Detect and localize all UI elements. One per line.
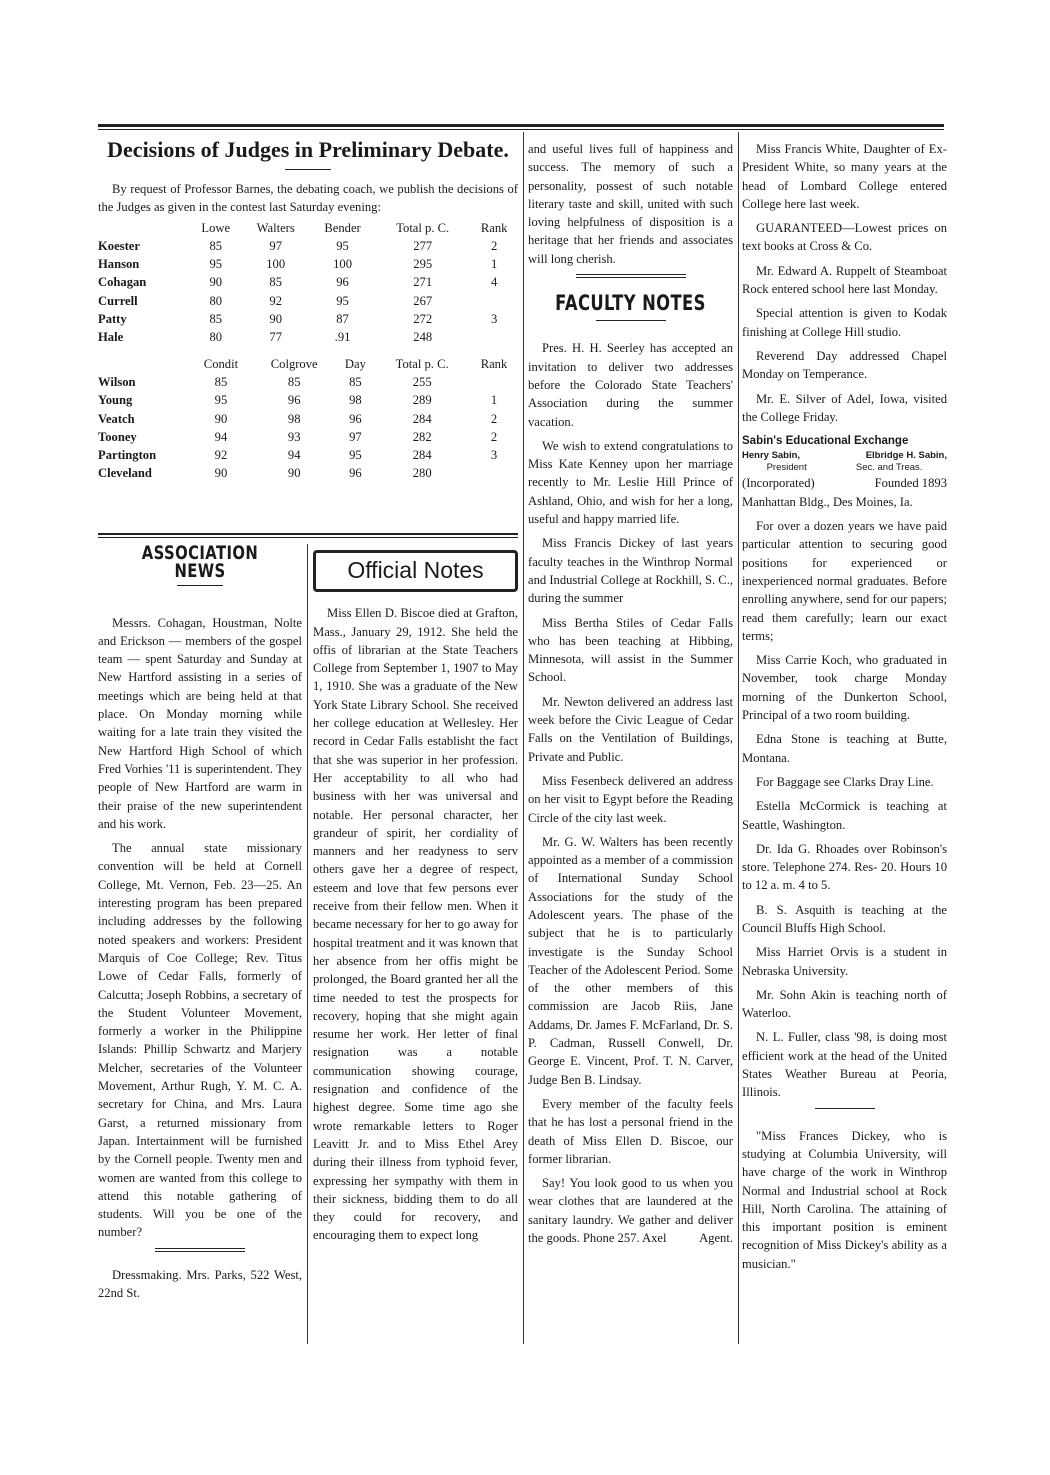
total-cell: 255 [412, 374, 432, 389]
score-cell: 97 [349, 429, 362, 444]
end-rule [576, 277, 686, 278]
column-rule [738, 132, 739, 1344]
table-header-row [98, 355, 518, 373]
scores-table-1 [98, 219, 518, 355]
sabin-inc-row [742, 474, 947, 492]
local-note: Mr. E. Silver of Adel, Iowa, visited the College Friday. [742, 391, 947, 424]
total-cell: 267 [413, 293, 433, 308]
rank-cell [470, 373, 518, 391]
total-cell: 248 [413, 330, 433, 345]
score-cell: 98 [287, 411, 301, 426]
total-cell: 284 [412, 448, 432, 463]
faculty-note: Miss Bertha Stiles of Cedar Falls who has been teaching at Hibbing, Minnesota, will assist in the Summer School. [528, 615, 733, 685]
sabin-officers [742, 450, 947, 462]
faculty-notes-title: FACULTY NOTES [555, 291, 706, 316]
score-cell: 97 [269, 238, 282, 253]
debate-intro: By request of Professor Barnes, the debating coach, we publish the decisions of the Judges as given in the contest last Saturday evening: [98, 182, 518, 215]
contestant-name: Hale [98, 330, 124, 345]
contestant-name: Koester [98, 238, 140, 253]
sabin-left-name: Henry Sabin, [742, 450, 801, 462]
table-header: Walters [256, 220, 295, 235]
top-rule [98, 124, 944, 127]
score-cell: 98 [349, 393, 362, 408]
association-title: ASSOCIATION NEWS [141, 542, 259, 583]
local-column [742, 140, 947, 1279]
score-cell: 87 [336, 312, 349, 327]
contestant-name: Patty [98, 312, 127, 327]
total-cell: 280 [412, 466, 432, 481]
table-row [98, 391, 518, 409]
local-note: GUARANTEED—Lowest prices on text books at Cross & Co. [742, 221, 947, 254]
local-note: Special attention is given to Kodak finishing at College Hill studio. [742, 306, 947, 339]
local-note: Miss Francis White, Daughter of Ex-President White, so many years at the head of Lombard College entered College here last week. [742, 142, 947, 211]
local-note: Dr. Ida G. Rhoades over Robinson's store. Telephone 274. Res- 20. Hours 10 to 12 a. m. 4 to 5. [742, 841, 947, 893]
table-row [98, 410, 518, 428]
score-cell: 92 [269, 293, 282, 308]
official-paragraph: Miss Ellen D. Biscoe died at Grafton, Mass., January 29, 1912. She held the offis of librarian at the State Teachers College from September 1, 1907 to May 1, 1910. She was a graduate of the New York State Library School. She received her college education at Wellesley. Her record in Cedar Falls establisht the fact that she was superior in her profession. Her acceptability to all who had business with her was universal and notable. Her personal character, her grandeur of spirit, her cordiality of manners and her readyness to serv others gave her a degree of respect, esteem and love that few persons ever receive from their fellow men. When it became necessary for her to go away for hospital treatment and it was known that her absence from her offis might be prolonged, the Board granted her all the time needed to test the prospects for recovery, hoping that she might again resume her work. Her letter of final resignation was a notable communication showing courage, resignation and confidence of the highest degree. Some time ago she wrote remarkable letters to Roger Leavitt Jr. and to Miss Ethel Arey during their illness from typhoid fever, expressing her sympathy with them in their sickness, bidding them to do all they could for recovery, and encouraging them to expect long [313, 606, 518, 1243]
score-cell: 85 [349, 374, 362, 389]
table-header: Total p. C. [395, 356, 449, 371]
table-row [98, 310, 518, 328]
score-cell: 77 [269, 330, 282, 345]
rank-cell [470, 292, 518, 310]
end-rule [155, 1251, 245, 1252]
score-cell: 90 [209, 275, 223, 290]
sabin-ad [742, 432, 947, 645]
heading-rule [596, 320, 666, 321]
table-row [98, 428, 518, 446]
rank-cell: 2 [490, 238, 498, 253]
contestant-name: Cohagan [98, 275, 147, 290]
total-cell: 271 [413, 275, 433, 290]
score-cell: .91 [334, 330, 351, 345]
rank-cell [470, 328, 518, 346]
contestant-name: Veatch [98, 411, 135, 426]
score-cell: 96 [336, 275, 349, 290]
score-cell: 90 [214, 466, 228, 481]
total-cell: 284 [412, 411, 432, 426]
score-cell: 85 [209, 238, 223, 253]
total-cell: 295 [413, 257, 433, 272]
table-header: Day [344, 356, 366, 371]
column-rule [523, 132, 524, 1344]
rank-cell: 2 [490, 429, 498, 444]
table-header: Colgrove [270, 356, 318, 371]
score-cell: 90 [287, 466, 301, 481]
continued-paragraph: and useful lives full of happiness and success. The memory of such a personality, possest of such notable literary taste and skill, united with such loving helpfulness of disposition is a heritage that her friends and associates will long cherish. [528, 142, 733, 266]
rank-cell: 3 [490, 448, 498, 463]
table-row [98, 237, 518, 255]
score-cell: 100 [266, 257, 286, 272]
contestant-name: Tooney [98, 429, 137, 444]
score-cell: 95 [214, 393, 228, 408]
table-row [98, 292, 518, 310]
table-row [98, 373, 518, 391]
score-cell: 93 [287, 429, 301, 444]
local-note: Estella McCormick is teaching at Seattle, Washington. [742, 799, 947, 832]
section-rule [98, 533, 518, 535]
sabin-inc: (Incorporated) [742, 476, 815, 491]
sabin-founded: Founded 1893 [874, 476, 947, 491]
official-column [313, 550, 518, 1251]
local-note: Mr. Sohn Akin is teaching north of Waterloo. [742, 987, 947, 1021]
end-rule [815, 1108, 875, 1109]
score-cell: 95 [349, 448, 362, 463]
total-cell: 282 [412, 429, 432, 444]
contestant-name: Hanson [98, 257, 140, 272]
faculty-note: Mr. G. W. Walters has been recently appointed as a member of a commission of International Sunday School Associations for the study of the Adolescent years. The phase of the subject that he is to particularly investigate is the Sunday School Teacher of the Adolescent Period. Some of the other members of this commission are Jacob Riis, Jane Addams, Dr. James F. McFarland, Dr. S. P. Cadman, Russell Conwell, Dr. George E. Vincent, Prof. T. N. Carver, Judge Ben B. Lindsay. [528, 834, 733, 1087]
contestant-name: Cleveland [98, 466, 152, 481]
score-cell: 95 [336, 238, 349, 253]
rank-cell: 1 [490, 257, 498, 272]
local-note: N. L. Fuller, class '98, is doing most efficient work at the head of the United States Weather Bureau at Peoria, Illinois. [742, 1030, 947, 1100]
local-note: B. S. Asquith is teaching at the Council Bluffs High School. [742, 902, 947, 935]
section-rule-thin [98, 537, 518, 538]
local-note: Mr. Edward A. Ruppelt of Steamboat Rock entered school here last Monday. [742, 263, 947, 297]
association-column [98, 544, 302, 1308]
score-cell: 85 [209, 312, 223, 327]
table-header: Bender [324, 220, 361, 235]
dressmaking-ad: Dressmaking. Mrs. Parks, 522 West, 22nd St. [98, 1267, 302, 1300]
table-row [98, 273, 518, 291]
rank-cell: 3 [490, 312, 498, 327]
table-header: Rank [480, 220, 508, 235]
sabin-left-title: President [766, 462, 807, 474]
sabin-right-name: Elbridge H. Sabin, [865, 450, 947, 462]
debate-title: Decisions of Judges in Preliminary Debate. [107, 137, 509, 162]
score-cell: 95 [209, 257, 223, 272]
top-rule-thin [98, 129, 944, 130]
total-cell: 277 [413, 238, 433, 253]
score-cell: 94 [214, 429, 228, 444]
score-cell: 100 [333, 257, 352, 272]
contestant-name: Currell [98, 293, 138, 308]
contestant-name: Wilson [98, 374, 136, 389]
table-header: Lowe [201, 220, 231, 235]
faculty-note: Miss Francis Dickey of last years faculty teaches in the Winthrop Normal and Industrial College at Rockhill, S. C., during the summer [528, 536, 733, 606]
faculty-note: We wish to extend congratulations to Miss Kate Kenney upon her marriage recently to Mr. Leslie Hill Prince of Ashland, Ohio, and wish for her a long, useful and happy married life. [528, 438, 733, 527]
rank-cell: 1 [490, 393, 498, 408]
contestant-name: Young [98, 393, 133, 408]
scores-table-2 [98, 355, 518, 483]
contestant-name: Partington [98, 448, 157, 463]
sabin-address: Manhattan Bldg., Des Moines, Ia. [742, 494, 913, 509]
table-header: Condit [203, 356, 239, 371]
laundry-ad [528, 1174, 733, 1247]
table-row [98, 328, 518, 346]
table-row [98, 464, 518, 482]
end-rule [576, 274, 686, 275]
total-cell: 272 [413, 312, 433, 327]
debate-section [98, 132, 518, 483]
laundry-ad-agent: Agent. [699, 1231, 733, 1246]
local-note: Miss Harriet Orvis is a student in Nebraska University. [742, 945, 947, 978]
score-cell: 94 [287, 448, 301, 463]
local-note: Miss Carrie Koch, who graduated in November, took charge Monday morning of the Dunkerton School, Principal of a two room building. [742, 653, 947, 723]
score-cell: 85 [287, 374, 301, 389]
local-note: Reverend Day addressed Chapel Monday on Temperance. [742, 348, 947, 382]
score-cell: 90 [269, 312, 282, 327]
local-note: Edna Stone is teaching at Butte, Montana. [742, 732, 947, 765]
score-cell: 95 [336, 293, 349, 308]
sabin-body: For over a dozen years we have paid particular attention to securing good positions for experienced or inexperienced normal graduates. Before enrolling anywhere, send for our papers; read them carefully; learn our exact terms; [742, 519, 947, 643]
local-note: For Baggage see Clarks Dray Line. [756, 774, 934, 789]
association-paragraph: The annual state missionary convention will be held at Cornell College, Mt. Vernon, Feb. 23—25. An interesting program has been prepared including addresses by the following noted speakers and workers: President Marquis of Coe College; Rev. Titus Lowe of Cedar Falls, formerly of Calcutta; Joseph Robbins, a secretary of the Student Volunteer Movement, formerly a worker in the Philippine Islands: Phillip Schwartz and Marjery Melcher, secretaries of the Volunteer Movement, Arthur Rugh, Y. M. C. A. secretary for China, and Mrs. Laura Garst, a returned missionary from Japan. Intertainment will be furnished by the Cornell people. Twenty men and women are wanted from this college to attend this notable gathering of students. Will you be one of the number? [98, 841, 302, 1240]
table-header: Total p. C. [396, 220, 450, 235]
end-rule [155, 1248, 245, 1249]
score-cell: 96 [349, 411, 362, 426]
rank-cell: 4 [490, 275, 498, 290]
sabin-titles [742, 462, 947, 474]
score-cell: 92 [214, 448, 228, 463]
table-row [98, 255, 518, 273]
score-cell: 85 [269, 275, 282, 290]
rank-cell: 2 [490, 411, 498, 426]
score-cell: 96 [287, 393, 301, 408]
title-divider [285, 169, 331, 170]
total-cell: 289 [412, 393, 432, 408]
official-notes-title: Official Notes [313, 550, 518, 592]
faculty-column [528, 140, 733, 1247]
score-cell: 80 [209, 293, 223, 308]
faculty-note: Mr. Newton delivered an address last week before the Civic League of Cedar Falls on the Ventilation of Buildings, Private and Public. [528, 694, 733, 764]
score-cell: 85 [214, 374, 228, 389]
table-row [98, 446, 518, 464]
score-cell: 90 [214, 411, 228, 426]
column-rule [307, 544, 308, 1344]
heading-rule [177, 585, 223, 586]
rank-cell [470, 464, 518, 482]
sabin-right-title: Sec. and Treas. [855, 462, 923, 474]
faculty-note: Pres. H. H. Seerley has accepted an invitation to deliver two addresses before the Colorado State Teachers' Association during the summer vacation. [528, 341, 733, 429]
table-header-row [98, 219, 518, 237]
score-cell: 96 [349, 466, 362, 481]
laundry-ad-text: Say! You look good to us when you wear clothes that are laundered at the sanitary laundry. We gather and deliver the goods. Phone 257. Axel [528, 1176, 733, 1246]
faculty-note: Miss Fesenbeck delivered an address on her visit to Egypt before the Reading Circle of the city last week. [528, 773, 733, 825]
score-cell: 80 [209, 330, 223, 345]
faculty-note: Every member of the faculty feels that he has lost a personal friend in the death of Miss Ellen D. Biscoe, our former librarian. [528, 1096, 733, 1166]
dickey-quote: "Miss Frances Dickey, who is studying at Columbia University, will have charge of the work in Winthrop Normal and Industrial school at Rock Hill, North Carolina. The attaining of this important position is eminent recognition of Miss Dickey's ability as a musician." [742, 1128, 947, 1271]
sabin-name: Sabin's Educational Exchange [742, 435, 909, 448]
association-paragraph: Messrs. Cohagan, Houstman, Nolte and Erickson — members of the gospel team — spent Saturday and Sunday at New Hartford assisting in a series of meetings which are being held at that place. On Monday morning while waiting for a late train they visited the New Hartford High School of which Fred Vorhies '11 is superintendent. They people of New Hartford are warm in their praise of the new superintendent and his work. [98, 615, 302, 831]
table-header: Rank [480, 356, 508, 371]
